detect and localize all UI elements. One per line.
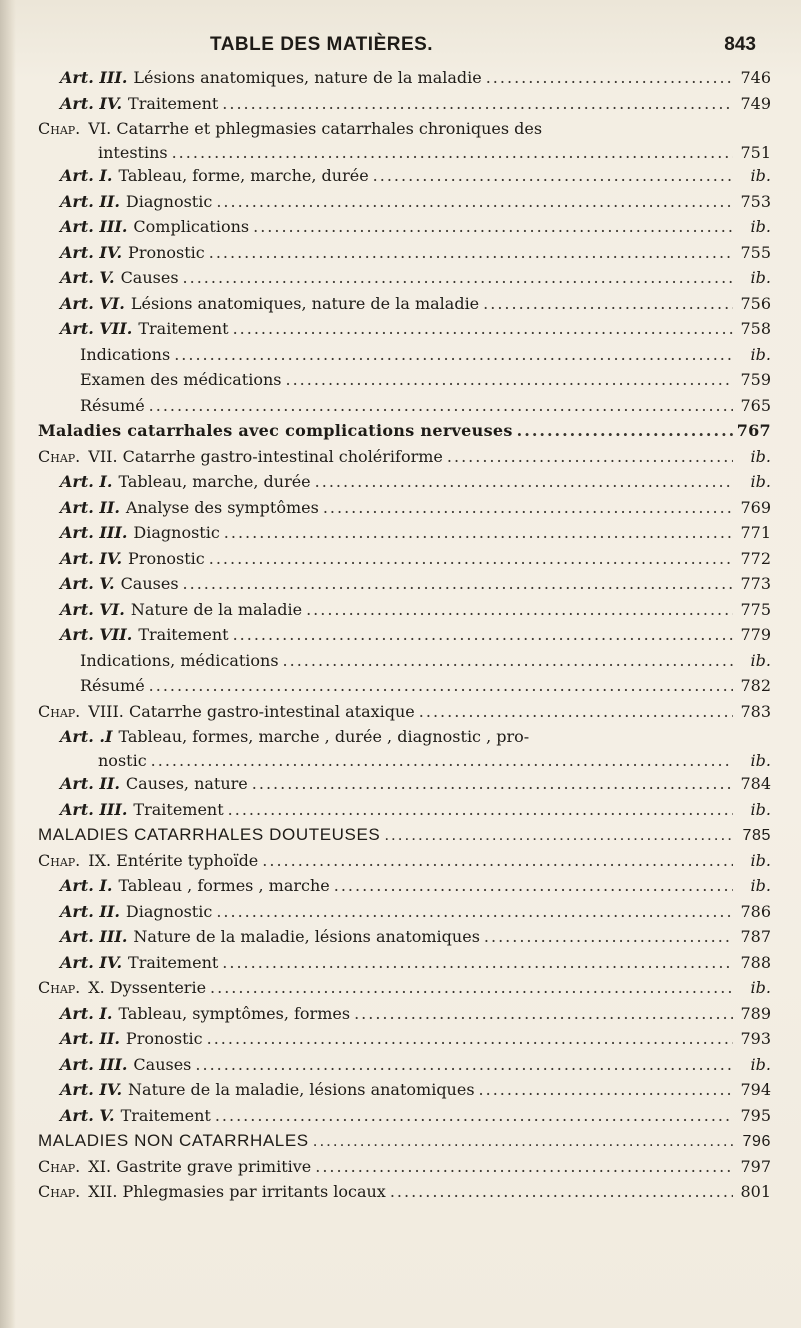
dot-leader — [207, 1029, 733, 1048]
toc-entry-label: Art. V. — [60, 574, 115, 593]
toc-entry-page: 794 — [740, 1080, 771, 1099]
toc-entry-title: nostic — [98, 751, 147, 770]
dot-leader — [210, 978, 733, 997]
toc-entry-title: Lésions anatomiques, nature de la maladie — [130, 293, 480, 313]
dot-leader — [209, 549, 733, 568]
toc-entry-page: ib. — [750, 850, 771, 870]
toc-entry-label: Art. III. — [60, 217, 128, 236]
toc-entry-title: Traitement — [133, 799, 224, 819]
toc-entry-label: Art. V. — [60, 1105, 115, 1125]
toc-entry-title: Résumé — [80, 395, 145, 415]
page-header — [210, 20, 756, 56]
toc-entry-label: Chap. — [38, 119, 81, 138]
toc-entry-title: Indications — [80, 344, 171, 364]
toc-entry-page: 753 — [740, 191, 771, 211]
toc-entry-page: 787 — [740, 927, 771, 946]
toc-entry — [38, 370, 771, 396]
toc-entry — [38, 702, 771, 728]
dot-leader — [484, 927, 733, 946]
toc-entry — [38, 498, 771, 524]
dot-leader — [306, 600, 733, 619]
book-spine-shadow — [0, 0, 16, 1328]
toc-entry-title: Causes — [120, 574, 179, 593]
toc-entry-page: 746 — [740, 68, 771, 87]
page-number: 843 — [724, 34, 756, 55]
toc-entry-page: ib. — [750, 472, 771, 491]
toc-entry-page: ib. — [750, 268, 771, 287]
dot-leader — [283, 651, 733, 670]
toc-entry-title: Causes — [120, 268, 179, 287]
dot-leader — [209, 243, 733, 262]
toc-entry-title: X. Dyssenterie — [88, 978, 207, 997]
toc-entry-title: Nature de la maladie, lésions anatomiques — [128, 1080, 475, 1099]
toc-entry-title: Diagnostic — [125, 191, 213, 211]
toc-entry-title: intestins — [98, 143, 168, 162]
toc-entry-title: Analyse des symptômes — [125, 497, 319, 517]
toc-entry — [38, 421, 771, 447]
toc-entry — [38, 953, 771, 979]
toc-entry-page: 769 — [740, 497, 771, 517]
toc-entry — [38, 294, 771, 320]
dot-leader — [447, 447, 733, 466]
toc-entry-title: Tableau , formes , marche — [118, 876, 330, 895]
toc-entry-label: Art. III. — [60, 523, 128, 542]
toc-entry-page: 783 — [740, 701, 771, 721]
toc-entry-title: Traitement — [138, 319, 229, 338]
toc-entry-page: ib. — [750, 751, 771, 770]
toc-entry-title: XII. Phlegmasies par irritants locaux — [88, 1182, 386, 1201]
toc-entry-page: 771 — [740, 523, 771, 542]
dot-leader — [183, 574, 733, 593]
toc-entry — [38, 319, 771, 345]
toc-entry-page: 759 — [740, 370, 771, 389]
toc-entry — [38, 447, 771, 473]
dot-leader — [483, 294, 733, 313]
toc-entry-page: 751 — [740, 143, 771, 162]
dot-leader — [149, 396, 733, 415]
toc-entry-label: Chap. — [38, 850, 81, 870]
toc-entry — [38, 574, 771, 600]
toc-entry-page: 773 — [740, 574, 771, 593]
toc-entry-page: 789 — [740, 1003, 771, 1023]
dot-leader — [419, 702, 733, 721]
toc-entry-title: Traitement — [120, 1105, 211, 1125]
toc-entry-title: Pronostic — [125, 1029, 203, 1048]
toc-entry-label: Art. V. — [60, 268, 115, 287]
toc-entry-label: Chap. — [38, 446, 81, 466]
dot-leader — [216, 192, 733, 211]
toc-entry-page: 785 — [742, 827, 771, 844]
toc-entry-label: Art. VII. — [60, 319, 133, 338]
toc-entry — [38, 1157, 771, 1183]
toc-entry-label: Art. .I — [60, 727, 113, 746]
toc-entry-page: ib. — [750, 650, 771, 670]
toc-entry-title: Causes — [133, 1054, 192, 1074]
toc-entry-page: ib. — [750, 166, 771, 185]
toc-entry-title: MALADIES NON CATARRHALES — [38, 1131, 309, 1150]
dot-leader — [479, 1080, 733, 1099]
toc-entry-page: 801 — [740, 1182, 771, 1201]
toc-entry-title: XI. Gastrite grave primitive — [88, 1156, 312, 1176]
toc-entry-title: Maladies catarrhales avec complications nerveuses — [38, 421, 513, 440]
toc-entry-page: ib. — [750, 344, 771, 364]
dot-leader — [233, 319, 733, 338]
toc-entry-page: 797 — [740, 1156, 771, 1176]
toc-entry-label: Art. II. — [60, 497, 120, 517]
dot-leader — [224, 523, 733, 542]
toc-entry-title: Pronostic — [128, 242, 205, 262]
toc-entry-title: Nature de la maladie — [130, 599, 303, 619]
dot-leader — [183, 268, 733, 287]
toc-entry — [38, 68, 771, 94]
dot-leader — [354, 1004, 733, 1023]
dot-leader — [195, 1055, 733, 1074]
toc-entry-title: Pronostic — [128, 548, 205, 568]
toc-entry — [38, 600, 771, 626]
dot-leader — [384, 825, 733, 845]
toc-entry-title: Tableau, forme, marche, durée — [118, 166, 369, 185]
toc-entry-label: Art. II. — [60, 901, 120, 921]
toc-entry-label: Art. I. — [60, 472, 113, 491]
table-of-contents — [38, 68, 771, 1208]
toc-entry — [38, 751, 771, 774]
toc-entry-page: 793 — [740, 1029, 771, 1048]
dot-leader — [151, 751, 733, 770]
toc-entry-page: 749 — [740, 93, 771, 113]
toc-entry-title: Diagnostic — [133, 523, 220, 542]
toc-entry — [38, 1182, 771, 1208]
toc-entry-label: Art. II. — [60, 1029, 120, 1048]
toc-entry-title: Résumé — [80, 676, 145, 695]
toc-entry-title: Examen des médications — [80, 370, 282, 389]
dot-leader — [228, 800, 733, 819]
toc-entry — [38, 1029, 771, 1055]
toc-entry-page: ib. — [750, 799, 771, 819]
dot-leader — [486, 68, 733, 87]
toc-entry-page: 796 — [742, 1133, 771, 1150]
toc-entry-label: Art. III. — [60, 68, 128, 87]
dot-leader — [313, 1131, 733, 1151]
dot-leader — [172, 143, 733, 162]
toc-entry-page: 786 — [740, 901, 771, 921]
toc-entry-label: Art. III. — [60, 1054, 128, 1074]
toc-entry-label: Chap. — [38, 978, 81, 997]
toc-entry-label: Chap. — [38, 1156, 81, 1176]
toc-entry-title: Lésions anatomiques, nature de la maladie — [133, 68, 482, 87]
toc-entry — [38, 143, 771, 166]
toc-entry-title: Tableau, marche, durée — [118, 472, 311, 491]
toc-entry-page: 765 — [740, 395, 771, 415]
toc-entry-label: Art. IV. — [60, 952, 123, 972]
toc-entry-page: ib. — [750, 446, 771, 466]
dot-leader — [222, 94, 733, 113]
toc-entry — [38, 1055, 771, 1081]
toc-entry-page: 756 — [740, 293, 771, 313]
toc-entry-title: Traitement — [138, 625, 229, 644]
toc-entry-page: ib. — [750, 876, 771, 895]
toc-entry — [38, 523, 771, 549]
toc-entry — [38, 727, 771, 751]
toc-entry-title: MALADIES CATARRHALES DOUTEUSES — [38, 825, 381, 844]
toc-entry — [38, 625, 771, 651]
toc-entry-label: Art. II. — [60, 774, 120, 793]
toc-entry — [38, 651, 771, 677]
toc-entry-page: ib. — [750, 978, 771, 997]
toc-entry-title: Traitement — [128, 952, 219, 972]
toc-entry-page: 779 — [740, 625, 771, 644]
dot-leader — [390, 1182, 733, 1201]
dot-leader — [334, 876, 733, 895]
toc-entry-label: Art. IV. — [60, 548, 123, 568]
dot-leader — [149, 676, 733, 695]
toc-entry-title: Tableau, formes, marche , durée , diagnostic , pro- — [118, 727, 530, 746]
dot-leader — [174, 345, 733, 364]
toc-entry — [38, 192, 771, 218]
toc-entry-label: Art. II. — [60, 191, 120, 211]
toc-entry-page: 795 — [740, 1105, 771, 1125]
toc-entry-page: 755 — [740, 242, 771, 262]
toc-entry-label: Art. IV. — [60, 93, 123, 113]
toc-entry-page: 782 — [740, 676, 771, 695]
toc-entry-label: Art. III. — [60, 799, 128, 819]
toc-entry-page: 772 — [740, 548, 771, 568]
toc-entry — [38, 825, 771, 851]
toc-entry-title: VII. Catarrhe gastro-intestinal cholériforme — [88, 446, 443, 466]
toc-entry — [38, 472, 771, 498]
toc-entry — [38, 268, 771, 294]
toc-entry — [38, 345, 771, 371]
toc-entry — [38, 549, 771, 575]
toc-entry-title: Complications — [133, 217, 250, 236]
dot-leader — [323, 498, 733, 517]
toc-entry-page: ib. — [750, 1054, 771, 1074]
dot-leader — [517, 421, 733, 440]
toc-entry — [38, 1106, 771, 1132]
toc-entry — [38, 978, 771, 1004]
toc-entry-title: Tableau, symptômes, formes — [118, 1003, 351, 1023]
toc-entry — [38, 94, 771, 120]
toc-entry-label: Chap. — [38, 1182, 81, 1201]
toc-entry-label: Art. VII. — [60, 625, 133, 644]
toc-entry — [38, 927, 771, 953]
toc-entry-title: Indications, médications — [80, 650, 279, 670]
toc-entry-page: 758 — [740, 319, 771, 338]
dot-leader — [315, 1157, 733, 1176]
toc-entry-label: Art. I. — [60, 876, 113, 895]
toc-entry — [38, 902, 771, 928]
toc-entry — [38, 166, 771, 192]
toc-entry-title: Traitement — [128, 93, 219, 113]
page-title: TABLE DES MATIÈRES. — [210, 34, 434, 55]
dot-leader — [285, 370, 733, 389]
toc-entry — [38, 119, 771, 143]
toc-entry-label: Art. VI. — [60, 599, 125, 619]
dot-leader — [253, 217, 733, 236]
toc-entry — [38, 217, 771, 243]
toc-entry — [38, 1004, 771, 1030]
toc-entry-page: 788 — [740, 952, 771, 972]
dot-leader — [315, 472, 733, 491]
toc-entry-title: IX. Entérite typhoïde — [88, 850, 259, 870]
dot-leader — [216, 902, 733, 921]
toc-entry-page: 784 — [740, 774, 771, 793]
toc-entry-label: Art. I. — [60, 166, 113, 185]
dot-leader — [233, 625, 733, 644]
toc-entry — [38, 396, 771, 422]
toc-entry — [38, 1080, 771, 1106]
toc-entry — [38, 774, 771, 800]
toc-entry — [38, 800, 771, 826]
toc-entry-title: Nature de la maladie, lésions anatomiques — [133, 927, 480, 946]
toc-entry-label: Art. IV. — [60, 1080, 123, 1099]
dot-leader — [222, 953, 733, 972]
dot-leader — [252, 774, 733, 793]
toc-entry-page: 775 — [740, 599, 771, 619]
toc-entry-label: Art. VI. — [60, 293, 125, 313]
dot-leader — [215, 1106, 733, 1125]
toc-entry — [38, 676, 771, 702]
dot-leader — [373, 166, 733, 185]
toc-entry-title: VI. Catarrhe et phlegmasies catarrhales chroniques des — [88, 119, 543, 138]
toc-entry-title: Diagnostic — [125, 901, 213, 921]
toc-entry-title: Causes, nature — [125, 774, 248, 793]
toc-entry-title: VIII. Catarrhe gastro-intestinal ataxique — [88, 701, 415, 721]
toc-entry-label: Chap. — [38, 701, 81, 721]
toc-entry-label: Art. IV. — [60, 242, 123, 262]
toc-entry — [38, 851, 771, 877]
toc-entry-label: Art. I. — [60, 1003, 113, 1023]
toc-entry-page: 767 — [736, 421, 771, 440]
toc-entry-page: ib. — [750, 217, 771, 236]
toc-entry — [38, 243, 771, 269]
toc-entry-label: Art. III. — [60, 927, 128, 946]
toc-entry — [38, 1131, 771, 1157]
toc-entry — [38, 876, 771, 902]
dot-leader — [262, 851, 733, 870]
